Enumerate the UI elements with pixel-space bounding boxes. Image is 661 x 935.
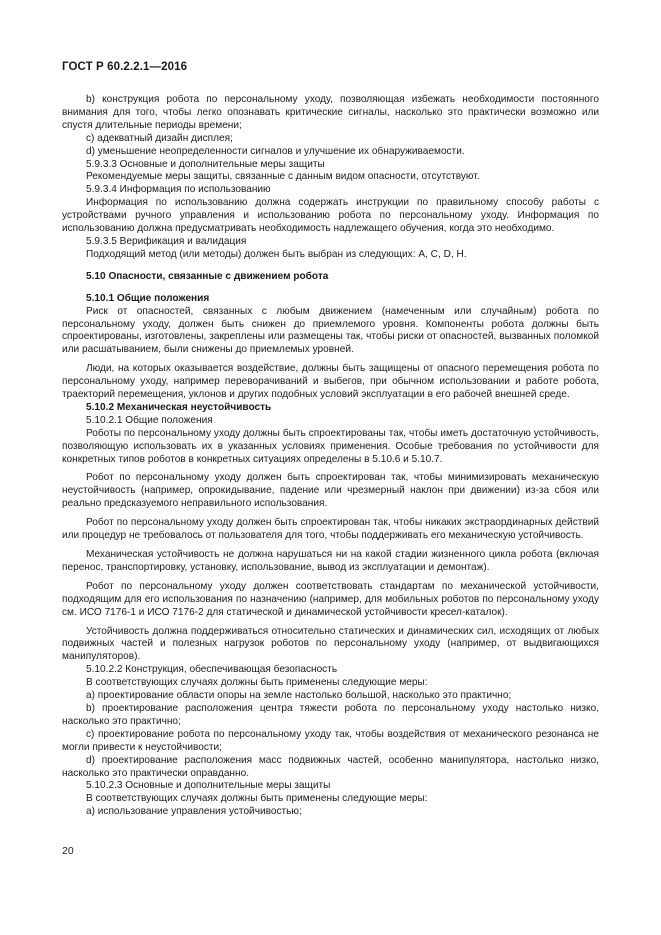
clause-heading: 5.10.2.2 Конструкция, обеспечивающая безопасность: [86, 664, 338, 676]
clause-heading: 5.10.2.1 Общие положения: [86, 414, 213, 426]
list-item: b) проектирование расположения центра тяжести робота по персональному уходу настолько низко, насколько это практично;: [62, 702, 599, 727]
paragraph: Робот по персональному уходу должен быть спроектирован так, чтобы минимизировать механическую неустойчивость (например, опрокидывание, падение или чрезмерный наклон при движении) из-за сбоя или реально предсказуемого неправильного использования.: [62, 472, 599, 510]
document-body: [62, 94, 599, 819]
section-heading: 5.10.2 Механическая неустойчивость: [86, 401, 272, 413]
list-item: d) проектирование расположения масс подвижных частей, особенно манипулятора, настолько низко, насколько это практически оправданно.: [62, 754, 599, 779]
section-heading: 5.10 Опасности, связанные с движением робота: [86, 270, 329, 282]
list-item: a) проектирование области опоры на земле настолько большой, насколько это практично;: [86, 690, 512, 702]
paragraph: b) конструкция робота по персональному уходу, позволяющая избежать необходимости постоянного внимания для того, чтобы легко опознавать критические сигналы, насколько это практически возможно или спустя длительные периоды времени;: [62, 94, 599, 131]
paragraph: Рекомендуемые меры защиты, связанные с данным видом опасности, отсутствуют.: [86, 171, 480, 183]
paragraph: Робот по персональному уходу должен соответствовать стандартам по механической устойчивости, подходящим для его использования по назначению (например, для мобильных роботов по персональному уходу см. ИСО 7176-1 и ИСО 7176-2 для статической и динамической устойчивости кресел-каталок).: [62, 580, 599, 618]
list-item: a) использование управления устойчивостью;: [86, 806, 302, 818]
paragraph: Подходящий метод (или методы) должен быть выбран из следующих: А, С, D, Н.: [86, 248, 467, 260]
list-item: c) проектирование робота по персональному уходу так, чтобы воздействия от механического резонанса не могли привести к неустойчивости;: [62, 728, 599, 753]
document-header: ГОСТ Р 60.2.2.1—2016: [62, 61, 188, 73]
paragraph: В соответствующих случаях должны быть применены следующие меры:: [86, 793, 428, 805]
clause-heading: 5.9.3.3 Основные и дополнительные меры защиты: [86, 158, 325, 170]
paragraph: В соответствующих случаях должны быть применены следующие меры:: [86, 677, 428, 689]
paragraph: Устойчивость должна поддерживаться относительно статических и динамических сил, исходящих от любых подвижных частей и полезных нагрузок роботов по персональному уходу (например, от выдвигающихся манипуляторов).: [62, 625, 599, 663]
clause-heading: 5.10.2.3 Основные и дополнительные меры защиты: [86, 780, 331, 792]
list-item: d) уменьшение неопределенности сигналов и улучшение их обнаруживаемости.: [86, 145, 465, 157]
paragraph: Механическая устойчивость не должна нарушаться ни на какой стадии жизненного цикла робота (включая перенос, транспортировку, установку, использование, вывод из эксплуатации и демонтаж).: [62, 549, 599, 573]
paragraph: Информация по использованию должна содержать инструкции по правильному способу работы с устройствами ручного управления и использованию робота по персональному уходу. Информация по использованию должна предусматривать необходимость надлежащего обучения, когда это необходимо.: [62, 197, 599, 235]
section-heading: 5.10.1 Общие положения: [86, 292, 210, 304]
paragraph: Роботы по персональному уходу должны быть спроектированы так, чтобы иметь достаточную устойчивость, позволяющую использовать их в указанных условиях применения. Особые требования по устойчивости для конкретных типов роботов в конкретных ситуациях определены в 5.10.6 и 5.10.7.: [62, 427, 599, 465]
page-number: 20: [62, 845, 74, 857]
paragraph: Риск от опасностей, связанных с любым движением (намеченным или случайным) робота по персональному уходу, должен быть снижен до приемлемого уровня. Компоненты робота должны быть спроектированы, изготовлены, закреплены или размещены так, чтобы риски от опасностей, вызванных поломкой или расшатыванием, были снижены до приемлемых уровней.: [62, 305, 599, 356]
clause-heading: 5.9.3.5 Верификация и валидация: [86, 235, 247, 247]
paragraph: Робот по персональному уходу должен быть спроектирован так, чтобы никаких экстраординарных действий или процедур не требовалось от пользователя для того, чтобы поддерживать его механическую устойчивость.: [62, 517, 599, 542]
list-item: c) адекватный дизайн дисплея;: [86, 132, 233, 144]
paragraph: Люди, на которых оказывается воздействие, должны быть защищены от опасного перемещения робота по персональному уходу, например переворачиваний и выбегов, при обычном использовании и работе робота, траекторий перемещения, уклонов и других подобных условий эксплуатации в его рабочей внешней среде.: [62, 363, 599, 401]
clause-heading: 5.9.3.4 Информация по использованию: [86, 184, 271, 196]
